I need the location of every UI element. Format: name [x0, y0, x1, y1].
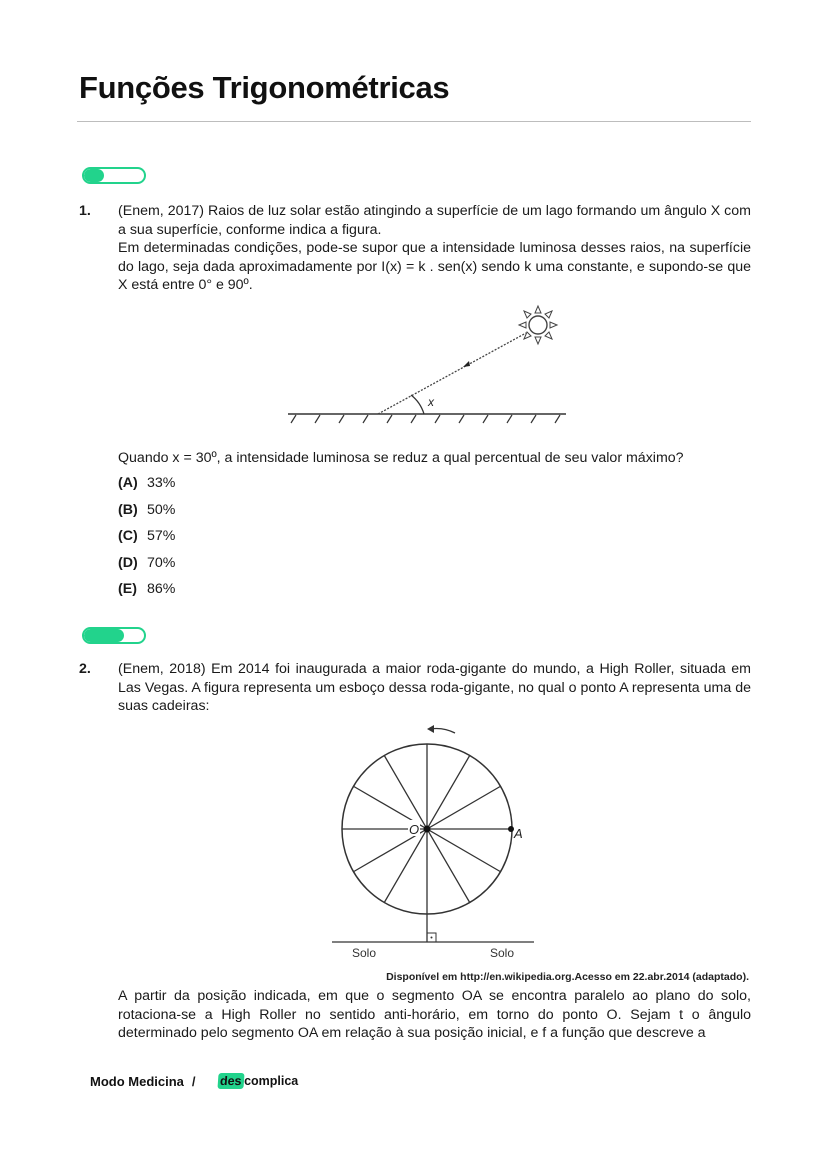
difficulty-fill	[84, 629, 124, 642]
difficulty-fill	[84, 169, 104, 182]
question-2	[79, 660, 751, 716]
difficulty-indicator-q1	[82, 167, 146, 184]
question-text: A partir da posição indicada, em que o segmento OA se encontra paralelo ao plano do solo, rotaciona-se a High Roller no sentido anti-horário, em torno do ponto O. Sejam t o ângulo determinado pelo segmento OA em relação à sua posição inicial, e f a função que descreve a	[118, 988, 751, 1041]
option-d[interactable]: (D) 70%	[118, 554, 176, 571]
option-c[interactable]: (C) 57%	[118, 528, 176, 544]
question-text: Em determinadas condições, pode-se supor que a intensidade luminosa desses raios, na superfície do lago, seja dada aproximadamente por I(x) = k . sen(x) sendo k uma constante, e supondo-se que X está entre 0° e 90º.	[118, 240, 751, 293]
angle-label: x	[428, 395, 434, 409]
option-e[interactable]: (E) 86%	[118, 581, 176, 597]
option-a[interactable]: (A) 33%	[118, 475, 176, 491]
point-label: A	[514, 826, 523, 841]
answer-options-q1	[118, 474, 175, 607]
footer-separator: /	[191, 1073, 196, 1089]
ground-label-left: Solo	[352, 946, 377, 960]
footer	[90, 1073, 298, 1089]
question-text: (Enem, 2018) Em 2014 foi inaugurada a maior roda-gigante do mundo, a High Roller, situada em Las Vegas. A figura representa um esboço dessa roda-gigante, no qual o ponto A representa uma de suas cadeiras:	[118, 661, 751, 714]
descomplica-logo: des complica	[218, 1073, 299, 1089]
question-prompt: Quando x = 30º, a intensidade luminosa se reduz a qual percentual de seu valor máximo?	[118, 450, 684, 466]
sun-icon	[519, 306, 557, 344]
question-number: 1.	[79, 203, 91, 219]
question-number: 2.	[79, 661, 91, 677]
figure-source: Disponível em http://en.wikipedia.org.Acesso em 22.abr.2014 (adaptado).	[386, 971, 749, 983]
footer-brand: Modo Medicina	[90, 1073, 184, 1089]
difficulty-indicator-q2	[82, 627, 146, 644]
question-1	[79, 202, 751, 295]
title-divider	[77, 121, 751, 122]
question-text: (Enem, 2017) Raios de luz solar estão atingindo a superfície de um lago formando um ângulo X com a sua superfície, conforme indica a figura.	[118, 203, 751, 238]
question-2-continuation	[79, 987, 751, 1043]
ferris-wheel-figure	[320, 720, 550, 965]
page-title: Funções Trigonométricas	[79, 70, 450, 105]
option-b[interactable]: (B) 50%	[118, 501, 176, 518]
sun-ray-figure	[280, 295, 580, 435]
center-label: O	[409, 822, 420, 837]
ground-label-right: Solo	[490, 946, 515, 960]
